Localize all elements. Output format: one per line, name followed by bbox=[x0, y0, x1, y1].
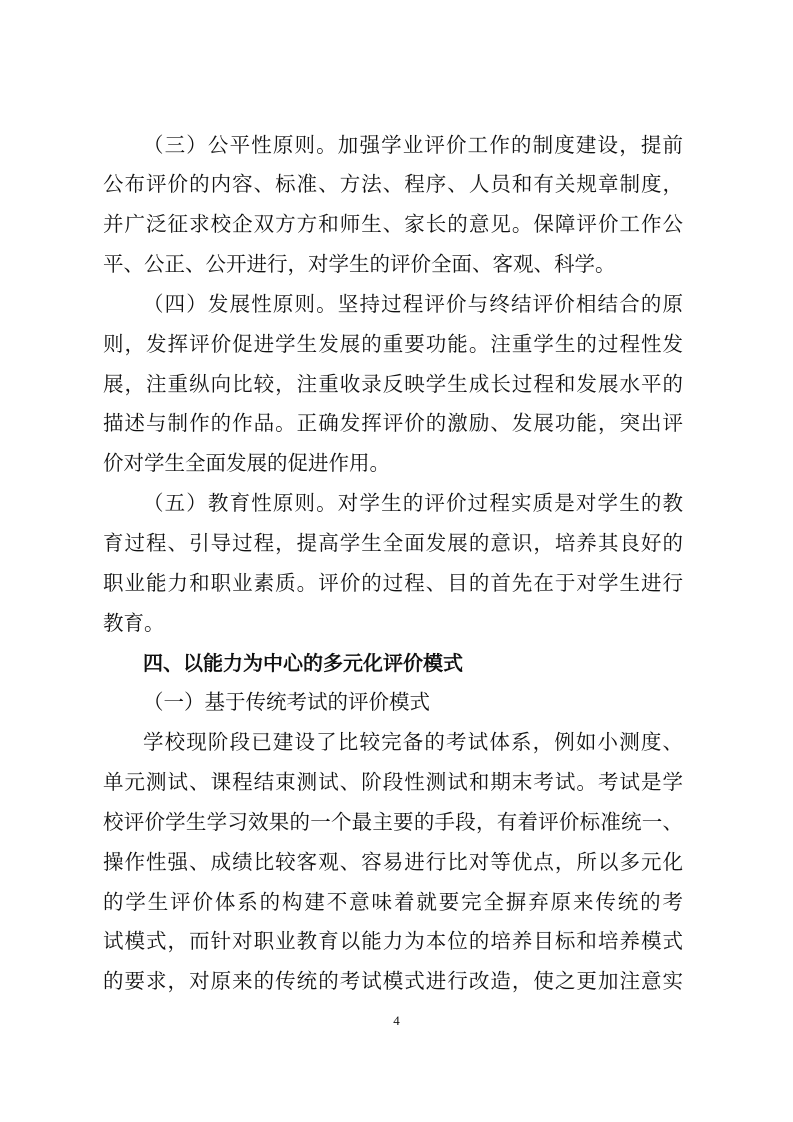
paragraph-6-line-7: 的要求，对原来的传统的考试模式进行改造，使之更加注意实 bbox=[103, 969, 683, 993]
paragraph-6-line-5: 的学生评价体系的构建不意味着就要完全摒弃原来传统的考 bbox=[103, 890, 683, 914]
paragraph-5-line-1: （五）教育性原则。对学生的评价过程实质是对学生的教 bbox=[143, 491, 683, 515]
paragraph-6-line-1: 学校现阶段已建设了比较完备的考试体系，例如小测度、 bbox=[143, 730, 683, 754]
paragraph-6-line-2: 单元测试、课程结束测试、阶段性测试和期末考试。考试是学 bbox=[103, 770, 683, 794]
paragraph-4-line-2: 则，发挥评价促进学生发展的重要功能。注重学生的过程性发 bbox=[103, 332, 683, 356]
paragraph-6-line-6: 试模式，而针对职业教育以能力为本位的培养目标和培养模式 bbox=[103, 929, 683, 953]
paragraph-3-line-2: 公布评价的内容、标准、方法、程序、人员和有关规章制度， bbox=[103, 172, 683, 196]
paragraph-6-line-3: 校评价学生学习效果的一个最主要的手段，有着评价标准统一、 bbox=[103, 810, 683, 834]
paragraph-3-line-3: 并广泛征求校企双方方和师生、家长的意见。保障评价工作公 bbox=[103, 212, 683, 236]
page-number: 4 bbox=[393, 1013, 400, 1028]
paragraph-5-line-4: 教育。 bbox=[103, 611, 165, 635]
paragraph-4-line-4: 描述与制作的作品。正确发挥评价的激励、发展功能，突出评 bbox=[103, 411, 683, 435]
paragraph-5-line-3: 职业能力和职业素质。评价的过程、目的首先在于对学生进行 bbox=[103, 571, 683, 595]
paragraph-4-line-5: 价对学生全面发展的促进作用。 bbox=[103, 451, 390, 475]
section-heading: 四、以能力为中心的多元化评价模式 bbox=[143, 651, 463, 675]
paragraph-4-line-3: 展，注重纵向比较，注重收录反映学生成长过程和发展水平的 bbox=[103, 372, 683, 396]
paragraph-6-line-4: 操作性强、成绩比较客观、容易进行比对等优点，所以多元化 bbox=[103, 850, 683, 874]
subsection-heading: （一）基于传统考试的评价模式 bbox=[143, 690, 430, 714]
paragraph-3-line-1: （三）公平性原则。加强学业评价工作的制度建设，提前 bbox=[143, 133, 683, 157]
paragraph-5-line-2: 育过程、引导过程，提高学生全面发展的意识，培养其良好的 bbox=[103, 531, 683, 555]
paragraph-4-line-1: （四）发展性原则。坚持过程评价与终结评价相结合的原 bbox=[143, 292, 683, 316]
paragraph-3-line-4: 平、公正、公开进行，对学生的评价全面、客观、科学。 bbox=[103, 252, 616, 276]
